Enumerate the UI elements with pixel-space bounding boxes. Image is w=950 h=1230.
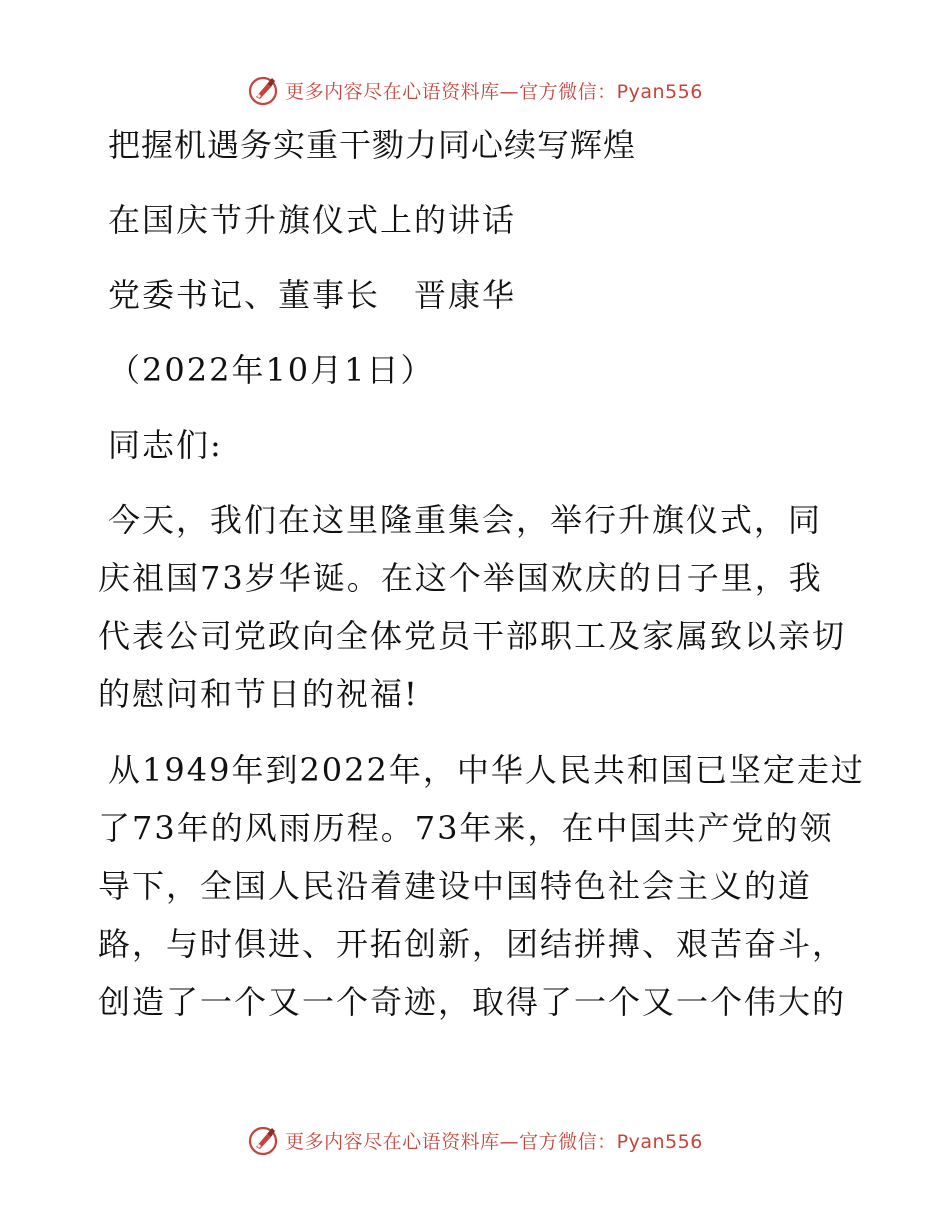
paragraph2-line: 创造了一个又一个奇迹，取得了一个又一个伟大的	[98, 983, 847, 1021]
document-title: 把握机遇务实重干勠力同心续写辉煌	[108, 126, 637, 164]
header-watermark	[0, 70, 950, 110]
paragraph1-line: 的慰问和节日的祝福!	[98, 675, 419, 713]
salutation: 同志们:	[108, 426, 223, 464]
paragraph1-line: 代表公司党政向全体党员干部职工及家属致以亲切	[98, 617, 847, 655]
paragraph1-line: 今天，我们在这里隆重集会，举行升旗仪式，同	[108, 501, 823, 539]
paragraph2-line: 路，与时俱进、开拓创新，团结拼搏、艰苦奋斗，	[98, 925, 847, 963]
paragraph2-line: 从1949年到2022年，中华人民共和国已坚定走过	[108, 751, 865, 789]
pen-logo-icon	[247, 1124, 279, 1156]
watermark-text: 更多内容尽在心语资料库—官方微信：Pyan556	[285, 1130, 703, 1153]
footer-watermark	[0, 1120, 950, 1160]
paragraph2-line: 导下，全国人民沿着建设中国特色社会主义的道	[98, 867, 813, 905]
watermark-text: 更多内容尽在心语资料库—官方微信：Pyan556	[285, 80, 703, 103]
pen-logo-icon	[247, 74, 279, 106]
paragraph1-line: 庆祖国73岁华诞。在这个举国欢庆的日子里，我	[98, 559, 823, 597]
paragraph2-line: 了73年的风雨历程。73年来，在中国共产党的领	[98, 809, 834, 847]
speaker-line: 党委书记、董事长 晋康华	[108, 276, 517, 314]
speech-date: （2022年10月1日）	[108, 351, 435, 389]
document-subtitle: 在国庆节升旗仪式上的讲话	[108, 201, 517, 239]
